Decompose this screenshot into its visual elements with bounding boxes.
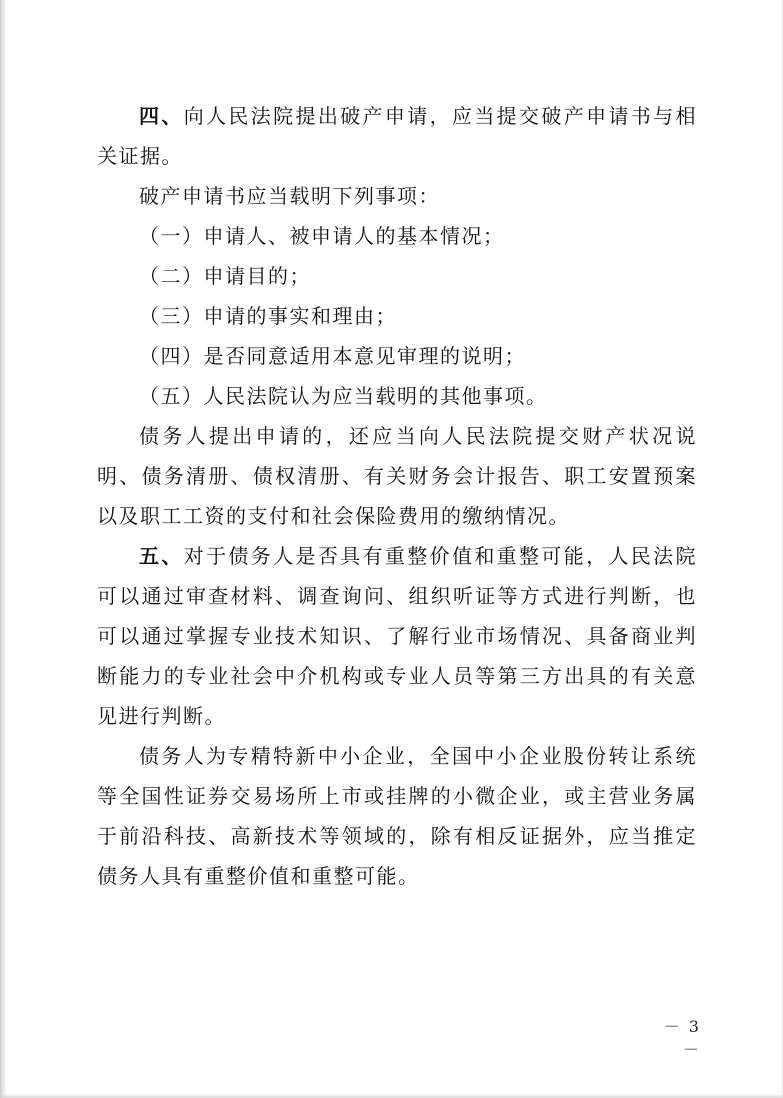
paragraph-section-5 (97, 536, 697, 736)
section-heading: 五、 (139, 544, 184, 568)
paragraph-application-items-intro: 破产申请书应当载明下列事项： (139, 184, 440, 208)
paragraph-section-4 (97, 96, 697, 176)
list-item-1: （一）申请人、被申请人的基本情况； (139, 224, 505, 248)
list-item-5: （五）人民法院认为应当载明的其他事项。 (139, 384, 548, 408)
page-bottom-shadow (1, 1094, 783, 1098)
paragraph-text: 对于债务人是否具有重整价值和重整可能，人民法院可以通过审查材料、调查询问、组织听证等方式进行判断，也可以通过掌握专业技术知识、了解行业市场情况、具备商业判断能力的专业社会中介机构或专业人员等第三方出具的有关意见进行判断。 (97, 544, 698, 728)
document-body (97, 96, 697, 896)
list-item-4: （四）是否同意适用本意见审理的说明； (139, 344, 526, 368)
paragraph-text: 向人民法院提出破产申请，应当提交破产申请书与相关证据。 (97, 104, 698, 168)
paragraph-presumption: 债务人为专精特新中小企业，全国中小企业股份转让系统等全国性证券交易场所上市或挂牌的小微企业，或主营业务属于前沿科技、高新技术等领域的，除有相反证据外，应当推定债务人具有重整价值和重整可能。 (97, 744, 697, 888)
section-heading: 四、 (139, 104, 184, 128)
page-number: － 3 － (663, 1017, 701, 1059)
paragraph-debtor-submission: 债务人提出申请的，还应当向人民法院提交财产状况说明、债务清册、债权清册、有关财务会计报告、职工安置预案以及职工工资的支付和社会保险费用的缴纳情况。 (97, 424, 697, 528)
list-item-3: （三）申请的事实和理由； (139, 304, 397, 328)
page-edge-shadow (1, 0, 7, 1098)
list-item-2: （二）申请目的； (139, 264, 311, 288)
